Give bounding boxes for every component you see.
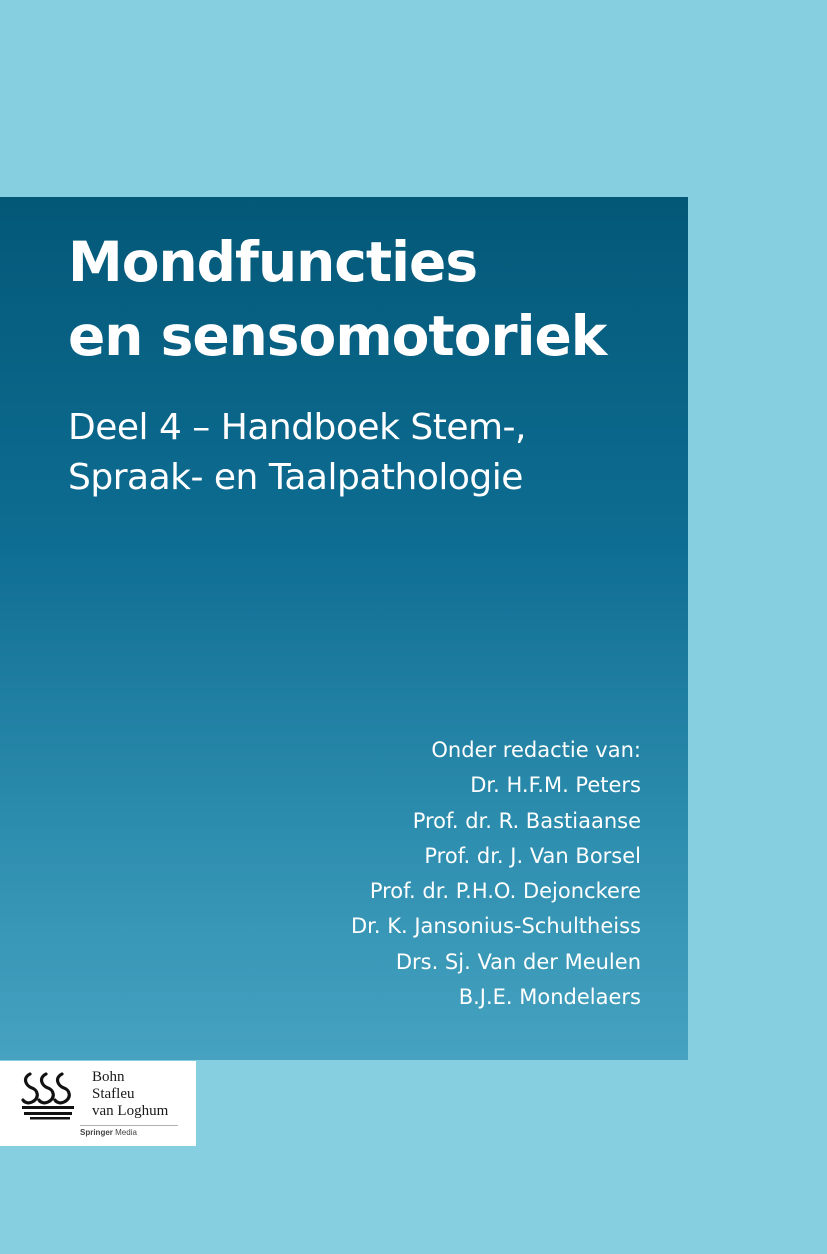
imprint-label bbox=[80, 1128, 137, 1138]
publisher-logo bbox=[0, 1061, 196, 1146]
editor-name: Prof. dr. R. Bastiaanse bbox=[412, 808, 641, 833]
imprint-bold: Springer bbox=[80, 1128, 113, 1137]
publisher-name-line-1: Bohn bbox=[92, 1069, 125, 1085]
cover-panel bbox=[0, 197, 688, 1060]
book-subtitle bbox=[68, 403, 526, 503]
book-subtitle-line-1: Deel 4 – Handboek Stem-, bbox=[68, 407, 526, 448]
editor-name: Drs. Sj. Van der Meulen bbox=[395, 949, 641, 974]
publisher-name-line-2: Stafleu bbox=[92, 1086, 135, 1102]
editor-name: Prof. dr. J. Van Borsel bbox=[424, 843, 641, 868]
book-title bbox=[68, 225, 606, 373]
editor-name: B.J.E. Mondelaers bbox=[458, 985, 641, 1010]
bsl-logo-icon bbox=[20, 1068, 78, 1120]
logo-divider bbox=[80, 1125, 178, 1126]
book-subtitle-line-2: Spraak- en Taalpathologie bbox=[68, 457, 523, 498]
editors-list bbox=[351, 733, 641, 1015]
publisher-name bbox=[92, 1069, 168, 1120]
editor-name: Dr. K. Jansonius-Schultheiss bbox=[351, 914, 641, 939]
imprint-rest: Media bbox=[112, 1128, 137, 1137]
editors-heading: Onder redactie van: bbox=[431, 738, 641, 762]
book-title-line-2: en sensomotoriek bbox=[68, 304, 607, 368]
book-title-line-1: Mondfuncties bbox=[68, 230, 478, 294]
editor-name: Prof. dr. P.H.O. Dejonckere bbox=[369, 879, 641, 904]
editor-name: Dr. H.F.M. Peters bbox=[470, 773, 641, 798]
publisher-name-line-3: van Loghum bbox=[92, 1103, 169, 1119]
